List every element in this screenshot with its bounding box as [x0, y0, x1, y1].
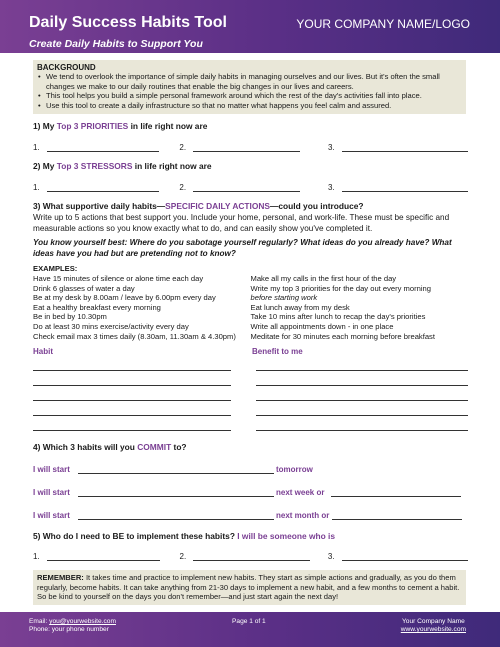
stressors-row: [33, 183, 468, 192]
quality-3-field[interactable]: [342, 552, 468, 561]
habit-field[interactable]: [33, 386, 231, 401]
habit-table: [33, 356, 468, 431]
commit-habit-field[interactable]: [78, 466, 274, 474]
background-item: • We tend to overlook the importance of simple daily habits in managing ourselves and our lives. But it's often the small changes we make to our daily routines that enable the big changes in our lives and careers.: [37, 72, 462, 91]
footer-email-link[interactable]: you@yourwebsite.com: [49, 618, 116, 625]
examples-columns: [33, 274, 468, 341]
priority-1-number: 1.: [33, 143, 40, 153]
question-3: [33, 201, 468, 211]
background-heading: BACKGROUND: [37, 63, 96, 72]
page-subtitle: Create Daily Habits to Support You: [29, 38, 203, 50]
benefit-field[interactable]: [256, 416, 468, 431]
page-number: Page 1 of 1: [232, 618, 266, 625]
question-2-prefix: 2) My: [33, 161, 57, 172]
example-item: Be in bed by 10.30pm: [33, 312, 107, 322]
question-1-prefix: 1) My: [33, 121, 57, 132]
example-item: Make all my calls in the first hour of the day: [250, 273, 397, 283]
footer-email-line: [29, 618, 116, 626]
question-3-instructions: Write up to 5 actions that best support you. Include your home, personal, and work-life. These must be specific and measurable actions so you know exactly what to do, and can easily show you've completed it.: [33, 213, 450, 233]
be-someone-row: [33, 552, 468, 561]
commit-row-next-week: [33, 484, 468, 497]
priority-1-field[interactable]: [47, 143, 160, 152]
remember-box: [33, 570, 466, 605]
remember-label: REMEMBER:: [37, 573, 84, 583]
example-item: Take 10 mins after lunch to recap the day's priorities: [250, 312, 426, 322]
example-item: Be at my desk by 8.00am / leave by 6.00pm every day: [33, 293, 216, 303]
stressor-3-number: 3.: [327, 183, 335, 193]
example-item: Have 15 minutes of silence or alone time each day: [33, 273, 204, 283]
habit-column: [33, 356, 231, 431]
benefit-column: [256, 356, 468, 431]
stressor-1-field[interactable]: [47, 183, 160, 192]
background-list: [37, 72, 462, 110]
question-3-prompt: You know yourself best: Where do you sabotage yourself regularly? What ideas do you already have? What ideas have you had but are pretending not to know?: [33, 238, 452, 258]
footer-company-name: Your Company Name: [401, 618, 465, 625]
question-5-prefix: 5) Who do I need to BE to implement these habits?: [33, 531, 238, 542]
commit-habit-field[interactable]: [78, 489, 274, 497]
benefit-field[interactable]: [256, 371, 468, 386]
priorities-row: [33, 143, 468, 152]
commit-timeframe: next month or: [276, 511, 330, 521]
examples-right: [251, 274, 469, 341]
example-item: Check email max 3 times daily (8.30am, 11.30am & 4.30pm): [33, 331, 236, 341]
question-4-prefix: 4) Which 3 habits will you: [33, 442, 138, 453]
question-3-prefix: 3) What supportive daily habits—: [33, 201, 166, 212]
example-item: before starting work: [250, 293, 318, 303]
quality-1-field[interactable]: [47, 552, 160, 561]
commit-row-tomorrow: [33, 461, 468, 474]
benefit-field[interactable]: [256, 386, 468, 401]
examples-left: [33, 274, 251, 341]
question-2-suffix: in life right now are: [132, 161, 212, 172]
question-3-suffix: —could you introduce?: [270, 201, 364, 212]
question-4-accent: COMMIT: [137, 442, 172, 453]
commit-timeframe: next week or: [276, 488, 325, 498]
stressor-2-number: 2.: [179, 183, 187, 193]
commit-habit-field[interactable]: [78, 512, 274, 520]
footer-email-label: Email:: [29, 618, 50, 625]
example-item: Write my top 3 priorities for the day out every morning: [250, 283, 431, 293]
examples-section: [33, 264, 468, 341]
commit-date-field[interactable]: [331, 489, 461, 497]
habit-field[interactable]: [33, 356, 231, 371]
benefit-field[interactable]: [256, 356, 468, 371]
background-item: • Use this tool to create a daily infrastructure so that no matter what happens you feel calm and assured.: [37, 101, 462, 111]
habit-field[interactable]: [33, 371, 231, 386]
quality-1-number: 1.: [33, 552, 40, 562]
stressor-1-number: 1.: [33, 183, 40, 193]
footer-phone: Phone: your phone number: [29, 626, 109, 633]
habit-field[interactable]: [33, 401, 231, 416]
priority-2-number: 2.: [179, 143, 187, 153]
priority-3-field[interactable]: [342, 143, 468, 152]
question-5-accent: I will be someone who is: [237, 531, 336, 542]
example-item: Do at least 30 mins exercise/activity every day: [33, 321, 189, 331]
question-2-accent: Top 3 STRESSORS: [56, 161, 133, 172]
quality-2-number: 2.: [179, 552, 187, 562]
question-1-suffix: in life right now are: [128, 121, 208, 132]
commit-timeframe: tomorrow: [276, 465, 313, 475]
example-item: Eat lunch away from my desk: [250, 302, 350, 312]
example-item: Eat a healthy breakfast every morning: [33, 302, 161, 312]
question-1-accent: Top 3 PRIORITIES: [56, 121, 129, 132]
page-title: Daily Success Habits Tool: [29, 14, 227, 31]
question-5: [33, 531, 468, 541]
example-item: Drink 6 glasses of water a day: [33, 283, 135, 293]
priority-2-field[interactable]: [193, 143, 300, 152]
commit-row-next-month: [33, 507, 468, 520]
quality-2-field[interactable]: [193, 552, 310, 561]
commit-date-field[interactable]: [332, 512, 462, 520]
footer-banner: [0, 612, 500, 647]
company-logo-placeholder: YOUR COMPANY NAME/LOGO: [296, 17, 470, 31]
habit-column-header: Habit: [33, 347, 53, 357]
habit-field[interactable]: [33, 416, 231, 431]
examples-heading: EXAMPLES:: [33, 264, 78, 274]
priority-3-number: 3.: [327, 143, 335, 153]
stressor-2-field[interactable]: [193, 183, 300, 192]
question-3-accent: SPECIFIC DAILY ACTIONS: [165, 201, 271, 212]
background-item: • This tool helps you build a simple personal framework around which the rest of the day's activities fall into place.: [37, 91, 462, 101]
benefit-column-header: Benefit to me: [252, 347, 303, 357]
stressor-3-field[interactable]: [342, 183, 468, 192]
question-4-suffix: to?: [171, 442, 187, 453]
question-4: [33, 442, 468, 452]
remember-text: It takes time and practice to implement new habits. They start as simple actions and gradually, as you do them regularly, become habits. It can take anything from 21-30 days to implement a new habit, and a few months to cement a habit. So be kind to yourself on the days you don't remember—and just start again the next day!: [37, 573, 460, 602]
example-item: Write all appointments down - in one place: [250, 321, 394, 331]
commit-label: I will start: [33, 488, 70, 498]
benefit-field[interactable]: [256, 401, 468, 416]
question-2: [33, 161, 468, 171]
commit-label: I will start: [33, 511, 70, 521]
habit-table-header: [33, 347, 468, 356]
quality-3-number: 3.: [327, 552, 335, 562]
background-box: [33, 60, 466, 114]
footer-website-link[interactable]: www.yourwebsite.com: [400, 626, 466, 633]
commit-label: I will start: [33, 465, 70, 475]
footer-contact: [29, 618, 116, 634]
example-item: Meditate for 30 minutes each morning before breakfast: [250, 331, 435, 341]
footer-company: [401, 618, 466, 634]
worksheet-body: [33, 60, 468, 605]
question-1: [33, 121, 468, 131]
header-banner: [0, 0, 500, 53]
